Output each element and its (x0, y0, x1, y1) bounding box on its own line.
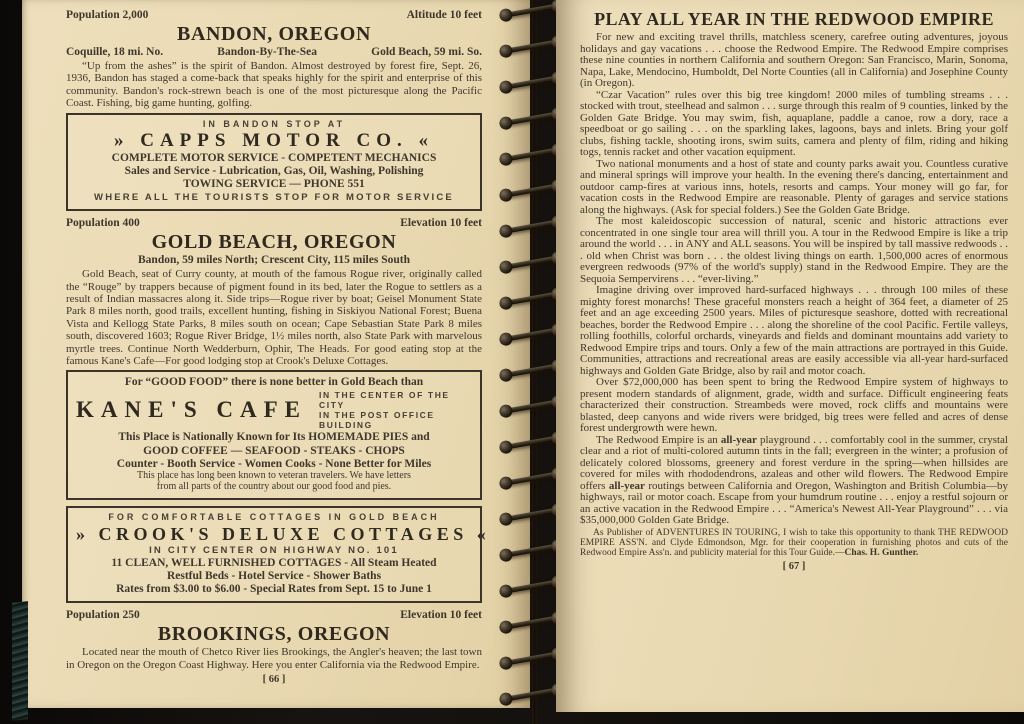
kanes-menu-line: GOOD COFFEE — SEAFOOD - STEAKS - CHOPS (143, 444, 405, 457)
bandon-distance-north: Coquille, 18 mi. No. (66, 46, 164, 58)
bandon-meta-row (66, 9, 482, 22)
bandon-title: BANDON, OREGON (177, 23, 371, 45)
kanes-location (319, 390, 472, 430)
article-paragraph: “Czar Vacation” rules over this big tree kingdom! 2000 miles of tumbling streams . . . stocked with trout, steelhead and salmon . . . surge through this realm of 9 counties, linked by the Golden Gate Bridge. You may swim, fish, aquaplane, paddle a canoe, row a dory, race a speedboat or go sailing . . . on the sparkling lakes, lagoons, bays and inlets. Bring your golf clubs, fishing tackle, shooting irons, swim suits, camera and plenty of film, riding and hiking togs, tennis racket and other vacation equipment. (580, 88, 1008, 158)
kanes-name: KANE'S CAFE (76, 397, 307, 423)
spine-crease (532, 0, 537, 724)
capps-towing-line: TOWING SERVICE — PHONE 551 (183, 178, 365, 191)
kanes-note-line1: This place has long been known to veteran travelers. We have letters (137, 470, 411, 482)
crooks-cottages-ad (66, 506, 491, 604)
stacked-page-edges (12, 601, 28, 721)
redwood-empire-article (580, 32, 1008, 527)
publisher-footnote: As Publisher of ADVENTURES IN TOURING, I wish to take this opportunity to thank THE REDWOOD EMPIRE ASS'N. and Clyde Edmondson, Mgr. for their cooperation in furnishing photos and cuts of the Redwood Empire Ass'n. and publicity material for this Tour Guide.—Chas. H. Gunther. (580, 527, 1008, 559)
article-paragraph: Two national monuments and a host of state and county parks await you. Countless curative and mineral springs will improve your health. In the evening there's dancing, entertainment and outdoor camp-fires at various inns, hotels, resorts and camps. Your money will go far, for vacation costs in the Redwood Empire are reasonable. Plenty of garages and service stations along the highways. (Ask for special folders.) See the Golden Gate Bridge. (580, 157, 1008, 216)
right-page-number: [ 67 ] (782, 561, 806, 573)
kanes-name-row (76, 390, 472, 430)
capps-tagline: IN BANDON STOP AT (202, 118, 346, 129)
gold-beach-meta-row (66, 217, 482, 230)
article-paragraph: Over $72,000,000 has been spent to bring the Redwood Empire system of highways to present modern standards of alignment, grade, width and surface. Difficult engineering feats characterized their construction. Streambeds were moved, rock cliffs and mountains were blasted, deep canyons and wide rivers were bridged, big trees were felled and acres of dense forest undergrowth were hewn. (580, 376, 1008, 434)
kanes-pies-line: This Place is Nationally Known for Its HOMEMADE PIES and (118, 431, 430, 444)
article-paragraph: The most kaleidoscopic succession of natural, scenic and historic attractions ever concentrated in one single tour area will thrill you. A tour in the Redwood Empire is like a trip around the world . . . in ANY and ALL seasons. You will be inspired by tall massive redwoods . . . old when Christ was born . . . the oldest living things on earth. 1,500,000 acres of enormous evergreen redwoods (97% of the world's supply) stand in the Redwood Empire. They are the Sequoia Sempervirens . . . “ever-living.” (580, 215, 1008, 285)
crooks-cottages-line: 11 CLEAN, WELL FURNISHED COTTAGES - All Steam Heated (111, 556, 437, 569)
capps-slogan: WHERE ALL THE TOURISTS STOP FOR MOTOR SERVICE (94, 192, 454, 204)
bandon-distances-row (66, 46, 482, 59)
gold-beach-population: Population 400 (66, 217, 140, 230)
bandon-altitude: Altitude 10 feet (406, 9, 482, 21)
page-right (556, 0, 1024, 712)
gold-beach-title: GOLD BEACH, OREGON (151, 231, 397, 254)
gold-beach-description: Gold Beach, seat of Curry county, at mouth of the famous Rogue river, originally called the “Rouge” by trappers because of pigment found in its bed, later the Rogue to settlers as a result of Indian massacres along it. Side trips—Rogue river by boat; Geisel Monument State Park 8 miles north, good trails, excellent hunting, fishing in Siskiyou National Forest; Buena Vista and Kellogg State Parks, 8 miles south on ocean; Cape Sebastian State Park 8 miles south, discovered 1603; Rogue River Bridge, 1½ miles north, also State Park with marvelous myrtle trees. Continue North Wedderburn, Ophir, The Heads. For good eating stop at the famous Kane's Cafe—For good lodging stop at Crook's Deluxe Cottages. (66, 268, 482, 368)
capps-services-line: COMPLETE MOTOR SERVICE - COMPETENT MECHANICS (111, 151, 437, 164)
kanes-location-line1: IN THE CENTER OF THE CITY (319, 390, 450, 411)
gold-beach-elevation: Elevation 10 feet (400, 217, 482, 230)
page-left (22, 0, 530, 708)
kanes-cafe-ad (66, 370, 482, 499)
left-page-number: [ 66 ] (262, 674, 286, 686)
crooks-rates-line: Rates from $3.00 to $6.00 - Special Rates from Sept. 15 to June 1 (116, 583, 432, 596)
brookings-description: Located near the mouth of Chetco River lies Brookings, the Angler's heaven; the last town in Oregon on the Oregon Coast Highway. Here you enter California via the Redwood Empire. (66, 646, 482, 671)
brookings-meta-row (66, 609, 482, 622)
crooks-beds-line: Restful Beds - Hotel Service - Shower Baths (166, 569, 382, 582)
brookings-population: Population 250 (66, 609, 140, 622)
brookings-elevation: Elevation 10 feet (400, 609, 482, 622)
bandon-nickname: Bandon-By-The-Sea (217, 46, 317, 58)
article-paragraph: For new and exciting travel thrills, matchless scenery, carefree outing adventures, joyous holidays and gay vacations . . . choose the Redwood Empire. The Redwood Empire comprises these nine counties in northern California and southern Oregon: San Francisco, Marin, Sonoma, Napa, Lake, Mendocino, Humboldt, Del Norte Counties (all in California) and Josephine County (in Oregon). (580, 31, 1008, 89)
article-paragraph: Imagine driving over improved hard-surfaced highways . . . through 100 miles of these mighty forest monarchs! These graceful monsters reach a height of 364 feet, a diameter of 25 feet and an age exceeding 2500 years. Miles of picturesque seashore, dotted with recreational beaches, border the Redwood Empire . . . along the shoreline of the cool Pacific. Fertile valleys, rolling foothills, colorful orchards, vineyards and fields and dominant mountains add variety to Redwood Empire trips and tours. Only a few of the main attractions are portrayed in this Guide. Communities, attractions and recreational areas are easily accessible via all-year hard-surfaced highways and Golden Gate Bridge, also by rail and motor coach. (580, 284, 1008, 377)
gold-beach-distances: Bandon, 59 miles North; Crescent City, 115 miles South (138, 254, 410, 267)
capps-sales-line: Sales and Service - Lubrication, Gas, Oil, Washing, Polishing (124, 164, 424, 177)
kanes-note-line2: from all parts of the country about our good food and pies. (156, 480, 392, 492)
crooks-location: IN CITY CENTER ON HIGHWAY NO. 101 (149, 544, 399, 556)
bandon-distance-south: Gold Beach, 59 mi. So. (371, 46, 482, 58)
capps-name: » CAPPS MOTOR CO. « (113, 129, 434, 151)
bandon-population: Population 2,000 (66, 9, 149, 21)
capps-motor-ad (66, 113, 482, 212)
crooks-name: » CROOK'S DELUXE COTTAGES « (76, 523, 491, 544)
kanes-service-line: Counter - Booth Service - Women Cooks - None Better for Miles (116, 457, 432, 470)
kanes-tagline: For “GOOD FOOD” there is none better in Gold Beach than (124, 376, 424, 389)
crooks-tagline: FOR COMFORTABLE COTTAGES IN GOLD BEACH (108, 511, 440, 522)
article-paragraph: The Redwood Empire is an all-year playground . . . comfortably cool in the summer, crystal clear and a riot of multi-colored autumn tints in the fall; evergreen in the winter; a profusion of delicately colored blossoms, greenery and forest verdure in the spring—when hillsides are covered for miles with rhododendrons, azaleas and other wild flowers. The Redwood Empire offers all-year routings between California and Oregon, Washington and British Columbia—by highways, rail or motor coach. Escape from your humdrum routine . . . enjoy a restful sojourn or an active vacation in the Redwood Empire . . . “America's Newest All-Year Playground” . . . via $35,000,000 Golden Gate Bridge. (580, 433, 1008, 526)
kanes-location-line2: IN THE POST OFFICE BUILDING (319, 410, 435, 431)
bandon-description: “Up from the ashes” is the spirit of Bandon. Almost destroyed by forest fire, Sept. 26, 1936, Bandon has staged a come-back that speaks highly for the spirit and enterprise of this community. Bandon's rock-strewn beach is one of the most picturesque along the Pacific Coast. Fishing, big game hunting, golfing. (66, 60, 482, 110)
redwood-empire-title: PLAY ALL YEAR IN THE REDWOOD EMPIRE (594, 9, 994, 29)
brookings-title: BROOKINGS, OREGON (157, 623, 391, 646)
